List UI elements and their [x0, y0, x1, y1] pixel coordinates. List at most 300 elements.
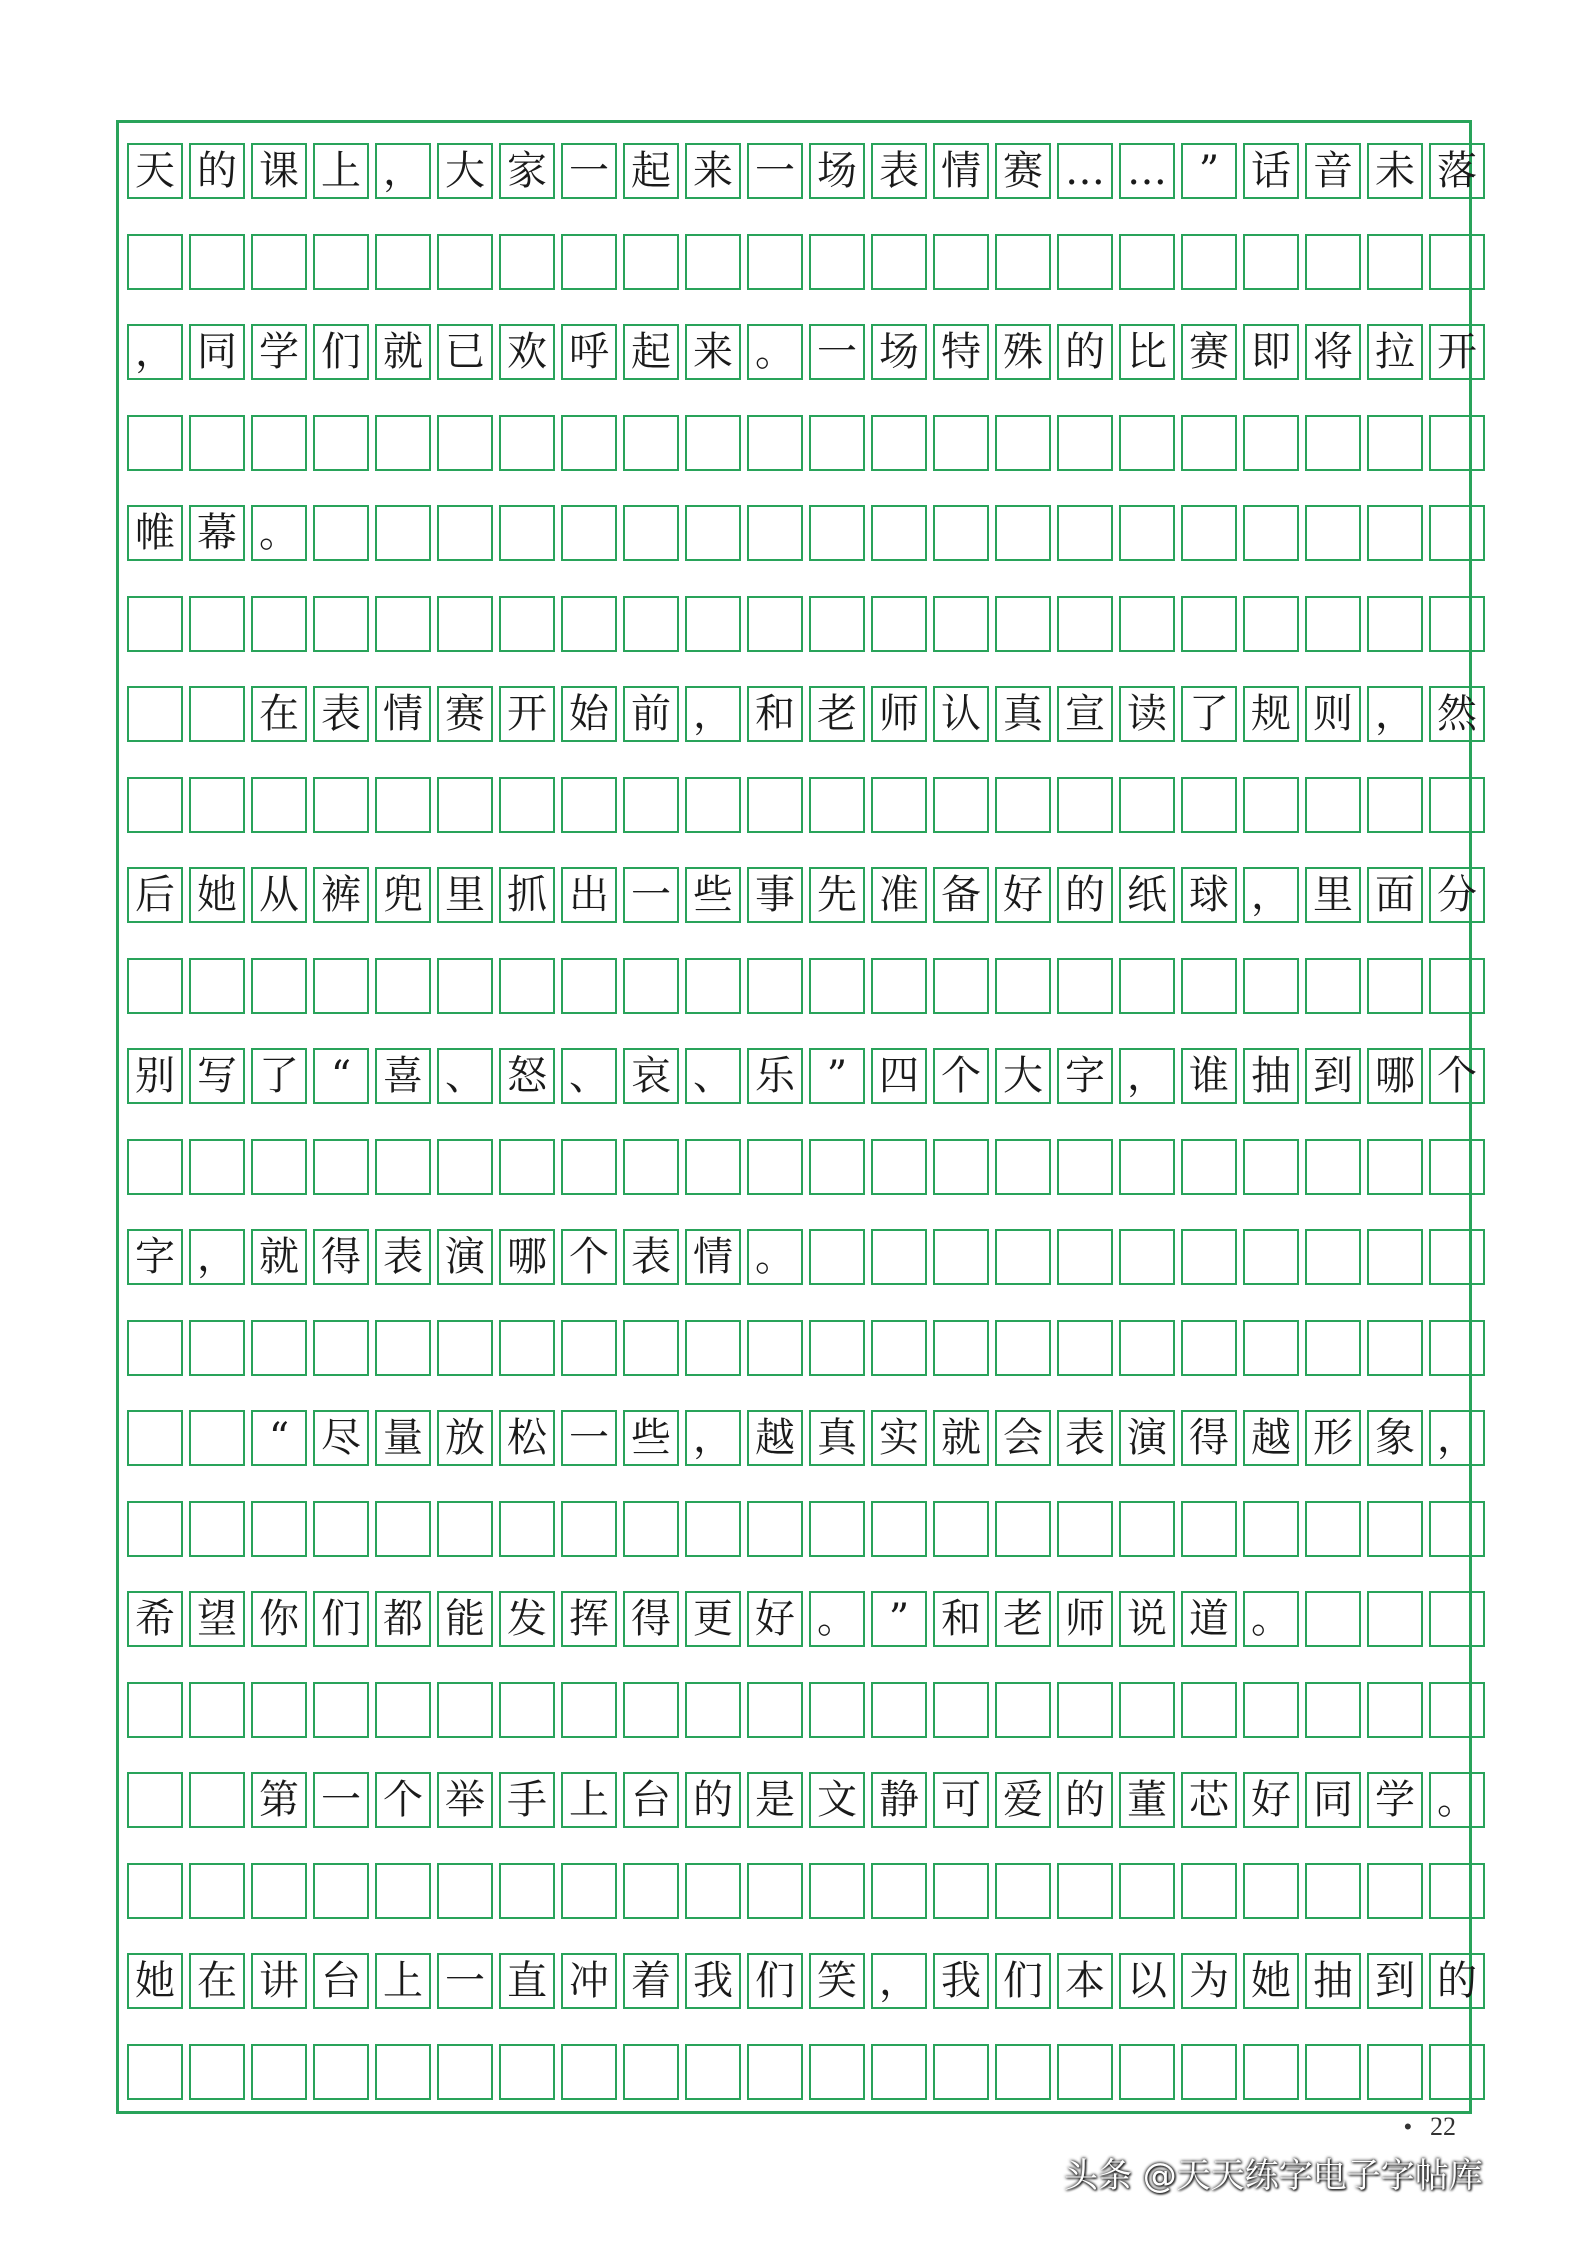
grid-cell: 怒 — [499, 1048, 555, 1104]
grid-cell: 从 — [251, 867, 307, 923]
grid-cell — [871, 1863, 927, 1919]
grid-cell — [747, 1863, 803, 1919]
grid-cell: 表 — [871, 143, 927, 199]
grid-cell: 我 — [933, 1953, 989, 2009]
grid-cell — [375, 596, 431, 652]
grid-cell — [499, 1501, 555, 1557]
grid-cell: 然 — [1429, 686, 1485, 742]
grid-cell: 是 — [747, 1772, 803, 1828]
grid-cell: 的 — [685, 1772, 741, 1828]
grid-cell: 课 — [251, 143, 307, 199]
grid-cell — [623, 777, 679, 833]
grid-cell — [251, 777, 307, 833]
grid-cell: 写 — [189, 1048, 245, 1104]
grid-cell — [1057, 415, 1113, 471]
blank-practice-row — [127, 1682, 1485, 1738]
page-number: 22 — [1430, 2112, 1456, 2141]
grid-cell: ， — [189, 1229, 245, 1285]
grid-cell — [685, 415, 741, 471]
grid-cell: 里 — [1305, 867, 1361, 923]
grid-cell: 起 — [623, 324, 679, 380]
grid-cell — [1057, 1229, 1113, 1285]
grid-cell: 个 — [561, 1229, 617, 1285]
grid-cell: 开 — [499, 686, 555, 742]
grid-cell — [127, 1139, 183, 1195]
grid-cell — [995, 1229, 1051, 1285]
grid-cell: 直 — [499, 1953, 555, 2009]
grid-cell: 了 — [1181, 686, 1237, 742]
blank-practice-row — [127, 415, 1485, 471]
grid-cell — [623, 234, 679, 290]
grid-cell — [1367, 1682, 1423, 1738]
grid-cell — [1367, 1591, 1423, 1647]
grid-cell — [809, 777, 865, 833]
grid-cell: 学 — [1367, 1772, 1423, 1828]
grid-cell — [809, 415, 865, 471]
grid-cell — [685, 1139, 741, 1195]
grid-cell — [313, 1139, 369, 1195]
grid-cell — [1243, 1501, 1299, 1557]
grid-cell: 规 — [1243, 686, 1299, 742]
grid-cell — [995, 777, 1051, 833]
grid-cell: 宣 — [1057, 686, 1113, 742]
text-row — [127, 686, 1485, 742]
grid-cell: 些 — [685, 867, 741, 923]
grid-cell — [1119, 415, 1175, 471]
grid-cell: 别 — [127, 1048, 183, 1104]
grid-cell: 兜 — [375, 867, 431, 923]
grid-cell — [1367, 1229, 1423, 1285]
grid-cell — [809, 596, 865, 652]
grid-cell: 你 — [251, 1591, 307, 1647]
grid-cell: 后 — [127, 867, 183, 923]
grid-cell: 情 — [375, 686, 431, 742]
grid-cell — [809, 1501, 865, 1557]
grid-cell: 的 — [1429, 1953, 1485, 2009]
grid-cell — [809, 505, 865, 561]
grid-cell — [871, 1682, 927, 1738]
grid-cell — [1181, 234, 1237, 290]
grid-cell — [499, 596, 555, 652]
grid-cell — [437, 1501, 493, 1557]
grid-cell — [1181, 777, 1237, 833]
grid-cell — [933, 1139, 989, 1195]
grid-cell — [933, 1863, 989, 1919]
grid-cell: 表 — [1057, 1410, 1113, 1466]
grid-cell: 。 — [251, 505, 307, 561]
grid-cell — [1181, 1682, 1237, 1738]
grid-cell — [127, 2044, 183, 2100]
grid-cell: 出 — [561, 867, 617, 923]
grid-cell: 师 — [1057, 1591, 1113, 1647]
grid-cell: 的 — [1057, 324, 1113, 380]
grid-cell — [313, 1320, 369, 1376]
grid-cell — [1119, 1863, 1175, 1919]
grid-cell: 哪 — [1367, 1048, 1423, 1104]
grid-cell: … — [1057, 143, 1113, 199]
grid-cell: 备 — [933, 867, 989, 923]
grid-cell: 们 — [313, 324, 369, 380]
grid-cell: 越 — [1243, 1410, 1299, 1466]
grid-cell: 笑 — [809, 1953, 865, 2009]
grid-cell — [189, 1863, 245, 1919]
grid-cell — [747, 415, 803, 471]
grid-cell — [1119, 1501, 1175, 1557]
grid-cell — [437, 596, 493, 652]
grid-cell: 裤 — [313, 867, 369, 923]
grid-cell — [1243, 958, 1299, 1014]
grid-cell: 上 — [561, 1772, 617, 1828]
grid-cell: 的 — [189, 143, 245, 199]
grid-cell: 台 — [313, 1953, 369, 2009]
grid-cell — [189, 1682, 245, 1738]
grid-cell: 抽 — [1305, 1953, 1361, 2009]
grid-cell: 分 — [1429, 867, 1485, 923]
grid-cell: 场 — [809, 143, 865, 199]
grid-cell — [809, 1229, 865, 1285]
grid-cell — [189, 1139, 245, 1195]
grid-cell: 开 — [1429, 324, 1485, 380]
grid-cell — [933, 1682, 989, 1738]
grid-cell — [685, 505, 741, 561]
grid-cell: 。 — [809, 1591, 865, 1647]
grid-cell — [1243, 415, 1299, 471]
grid-cell: ” — [871, 1591, 927, 1647]
grid-cell: 实 — [871, 1410, 927, 1466]
grid-cell — [499, 1863, 555, 1919]
grid-cell: 一 — [623, 867, 679, 923]
grid-cell: 。 — [747, 324, 803, 380]
grid-cell — [1243, 1139, 1299, 1195]
grid-cell — [561, 596, 617, 652]
grid-cell — [1181, 1501, 1237, 1557]
grid-cell — [933, 2044, 989, 2100]
grid-cell — [561, 1863, 617, 1919]
grid-cell — [313, 415, 369, 471]
page-number-dot: • — [1404, 2114, 1412, 2139]
grid-cell — [1429, 596, 1485, 652]
grid-cell: 上 — [375, 1953, 431, 2009]
grid-cell — [499, 1139, 555, 1195]
grid-cell — [437, 2044, 493, 2100]
grid-cell — [1243, 1863, 1299, 1919]
grid-cell: 我 — [685, 1953, 741, 2009]
grid-cell — [933, 415, 989, 471]
grid-cell — [871, 1139, 927, 1195]
grid-cell — [1181, 2044, 1237, 2100]
grid-cell: 已 — [437, 324, 493, 380]
grid-cell — [251, 1501, 307, 1557]
blank-practice-row — [127, 2044, 1485, 2100]
grid-cell — [313, 234, 369, 290]
grid-cell — [375, 1501, 431, 1557]
grid-cell — [189, 958, 245, 1014]
grid-cell — [375, 505, 431, 561]
grid-cell — [1057, 596, 1113, 652]
text-row — [127, 324, 1485, 380]
grid-cell — [871, 596, 927, 652]
grid-cell: 情 — [933, 143, 989, 199]
grid-cell: 起 — [623, 143, 679, 199]
grid-cell: 挥 — [561, 1591, 617, 1647]
grid-cell — [375, 2044, 431, 2100]
grid-cell: 认 — [933, 686, 989, 742]
grid-cell: 了 — [251, 1048, 307, 1104]
grid-cell: 赛 — [995, 143, 1051, 199]
grid-cell — [1119, 2044, 1175, 2100]
grid-cell — [933, 1320, 989, 1376]
grid-cell: 静 — [871, 1772, 927, 1828]
grid-cell: 松 — [499, 1410, 555, 1466]
grid-cell — [623, 596, 679, 652]
grid-cell — [561, 505, 617, 561]
grid-cell: 读 — [1119, 686, 1175, 742]
grid-cell — [561, 1501, 617, 1557]
grid-cell: “ — [251, 1410, 307, 1466]
grid-cell — [1181, 1229, 1237, 1285]
grid-cell — [375, 1863, 431, 1919]
grid-cell — [1429, 1682, 1485, 1738]
grid-cell: 量 — [375, 1410, 431, 1466]
grid-cell — [1367, 596, 1423, 652]
grid-cell — [1057, 1863, 1113, 1919]
grid-cell — [747, 596, 803, 652]
grid-cell — [127, 596, 183, 652]
grid-cell — [623, 415, 679, 471]
grid-cell: 好 — [1243, 1772, 1299, 1828]
grid-cell — [251, 1320, 307, 1376]
grid-cell — [251, 1139, 307, 1195]
grid-cell — [251, 1682, 307, 1738]
grid-cell: ， — [1119, 1048, 1175, 1104]
grid-cell — [1057, 1501, 1113, 1557]
grid-cell: 赛 — [1181, 324, 1237, 380]
grid-cell — [995, 505, 1051, 561]
grid-cell — [1429, 415, 1485, 471]
grid-cell — [1367, 505, 1423, 561]
grid-cell — [747, 1139, 803, 1195]
grid-cell: 师 — [871, 686, 927, 742]
grid-cell: 发 — [499, 1591, 555, 1647]
grid-cell — [685, 777, 741, 833]
text-row — [127, 1229, 1485, 1285]
grid-cell: 比 — [1119, 324, 1175, 380]
grid-cell — [995, 1863, 1051, 1919]
grid-cell — [375, 1682, 431, 1738]
grid-cell — [1305, 958, 1361, 1014]
grid-cell — [623, 2044, 679, 2100]
grid-cell — [1367, 1863, 1423, 1919]
grid-cell: 可 — [933, 1772, 989, 1828]
grid-cell: 字 — [1057, 1048, 1113, 1104]
grid-cell — [995, 415, 1051, 471]
grid-cell — [251, 234, 307, 290]
grid-cell: 、 — [685, 1048, 741, 1104]
grid-cell: 同 — [189, 324, 245, 380]
grid-cell — [933, 777, 989, 833]
grid-cell: 、 — [437, 1048, 493, 1104]
grid-cell — [375, 1139, 431, 1195]
grid-cell: 爱 — [995, 1772, 1051, 1828]
text-row — [127, 1953, 1485, 2009]
grid-cell: 。 — [747, 1229, 803, 1285]
grid-cell — [127, 415, 183, 471]
grid-cell: 即 — [1243, 324, 1299, 380]
grid-cell — [1181, 1139, 1237, 1195]
grid-cell — [1367, 777, 1423, 833]
grid-cell — [1305, 1229, 1361, 1285]
grid-cell — [375, 958, 431, 1014]
grid-cell: 欢 — [499, 324, 555, 380]
grid-cell: ， — [1429, 1410, 1485, 1466]
grid-cell — [871, 234, 927, 290]
grid-cell — [809, 2044, 865, 2100]
grid-cell — [1119, 505, 1175, 561]
grid-cell — [685, 958, 741, 1014]
grid-cell — [747, 505, 803, 561]
grid-cell: 哀 — [623, 1048, 679, 1104]
grid-cell — [561, 777, 617, 833]
grid-cell — [561, 1682, 617, 1738]
grid-cell — [1057, 505, 1113, 561]
grid-cell — [127, 1410, 183, 1466]
grid-cell — [127, 1320, 183, 1376]
grid-cell: 个 — [933, 1048, 989, 1104]
grid-cell — [127, 777, 183, 833]
grid-cell — [809, 234, 865, 290]
grid-cell — [1429, 1320, 1485, 1376]
grid-cell — [871, 958, 927, 1014]
grid-cell — [1305, 1501, 1361, 1557]
grid-cell: 表 — [623, 1229, 679, 1285]
grid-cell — [623, 1320, 679, 1376]
grid-cell — [1119, 596, 1175, 652]
grid-cell — [251, 2044, 307, 2100]
text-row — [127, 1772, 1485, 1828]
grid-cell: ， — [375, 143, 431, 199]
grid-cell: 大 — [995, 1048, 1051, 1104]
grid-cell — [623, 1682, 679, 1738]
grid-cell — [1057, 1682, 1113, 1738]
grid-cell: 一 — [747, 143, 803, 199]
grid-cell — [313, 1501, 369, 1557]
grid-cell: 字 — [127, 1229, 183, 1285]
grid-cell — [1243, 2044, 1299, 2100]
grid-cell: 放 — [437, 1410, 493, 1466]
grid-cell — [809, 1863, 865, 1919]
grid-cell: 第 — [251, 1772, 307, 1828]
grid-cell — [437, 505, 493, 561]
grid-cell — [499, 415, 555, 471]
grid-cell — [189, 415, 245, 471]
grid-cell: 四 — [871, 1048, 927, 1104]
grid-cell — [127, 1863, 183, 1919]
grid-cell: ” — [1181, 143, 1237, 199]
grid-cell — [685, 1501, 741, 1557]
text-row — [127, 505, 1485, 561]
grid-cell — [189, 686, 245, 742]
grid-cell — [1305, 2044, 1361, 2100]
grid-cell — [1305, 1320, 1361, 1376]
grid-cell: 一 — [561, 1410, 617, 1466]
grid-cell — [1057, 777, 1113, 833]
grid-cell: 一 — [437, 1953, 493, 2009]
grid-cell — [871, 777, 927, 833]
grid-cell — [1429, 1591, 1485, 1647]
grid-cell — [1119, 234, 1175, 290]
grid-cell: 上 — [313, 143, 369, 199]
grid-cell — [437, 1682, 493, 1738]
grid-cell — [189, 596, 245, 652]
grid-cell: 些 — [623, 1410, 679, 1466]
grid-cell: 手 — [499, 1772, 555, 1828]
grid-cell: ” — [809, 1048, 865, 1104]
grid-cell — [1057, 234, 1113, 290]
grid-cell — [933, 596, 989, 652]
grid-cell: 始 — [561, 686, 617, 742]
grid-cell: 都 — [375, 1591, 431, 1647]
grid-cell — [189, 777, 245, 833]
grid-cell: 董 — [1119, 1772, 1175, 1828]
grid-cell: 球 — [1181, 867, 1237, 923]
grid-cell: 家 — [499, 143, 555, 199]
grid-cell: 文 — [809, 1772, 865, 1828]
grid-cell: 好 — [747, 1591, 803, 1647]
grid-cell — [1429, 777, 1485, 833]
grid-cell — [685, 1320, 741, 1376]
grid-cell — [623, 1863, 679, 1919]
grid-cell — [499, 234, 555, 290]
grid-cell: 台 — [623, 1772, 679, 1828]
blank-practice-row — [127, 777, 1485, 833]
grid-cell: 纸 — [1119, 867, 1175, 923]
grid-cell — [995, 1320, 1051, 1376]
grid-cell: 到 — [1367, 1953, 1423, 2009]
grid-cell — [1243, 1682, 1299, 1738]
grid-cell — [499, 1320, 555, 1376]
grid-cell: 赛 — [437, 686, 493, 742]
grid-cell: 尽 — [313, 1410, 369, 1466]
grid-cell: 老 — [995, 1591, 1051, 1647]
grid-cell: 和 — [933, 1591, 989, 1647]
grid-cell: 望 — [189, 1591, 245, 1647]
grid-cell: 得 — [313, 1229, 369, 1285]
grid-cell — [933, 958, 989, 1014]
grid-cell — [623, 958, 679, 1014]
grid-cell: 得 — [1181, 1410, 1237, 1466]
grid-cell: 表 — [375, 1229, 431, 1285]
grid-cell: 她 — [127, 1953, 183, 2009]
grid-cell: “ — [313, 1048, 369, 1104]
grid-cell — [1429, 958, 1485, 1014]
grid-cell: 。 — [1429, 1772, 1485, 1828]
blank-practice-row — [127, 1863, 1485, 1919]
grid-cell: 特 — [933, 324, 989, 380]
grid-cell — [995, 1682, 1051, 1738]
grid-cell: 前 — [623, 686, 679, 742]
grid-cell: 准 — [871, 867, 927, 923]
grid-cell — [561, 1139, 617, 1195]
grid-cell — [685, 1682, 741, 1738]
grid-cell — [685, 596, 741, 652]
grid-cell: ， — [871, 1953, 927, 2009]
grid-cell — [437, 1863, 493, 1919]
grid-cell: 一 — [561, 143, 617, 199]
grid-cell: 象 — [1367, 1410, 1423, 1466]
grid-cell — [375, 415, 431, 471]
grid-cell — [1305, 234, 1361, 290]
grid-cell: 能 — [437, 1591, 493, 1647]
